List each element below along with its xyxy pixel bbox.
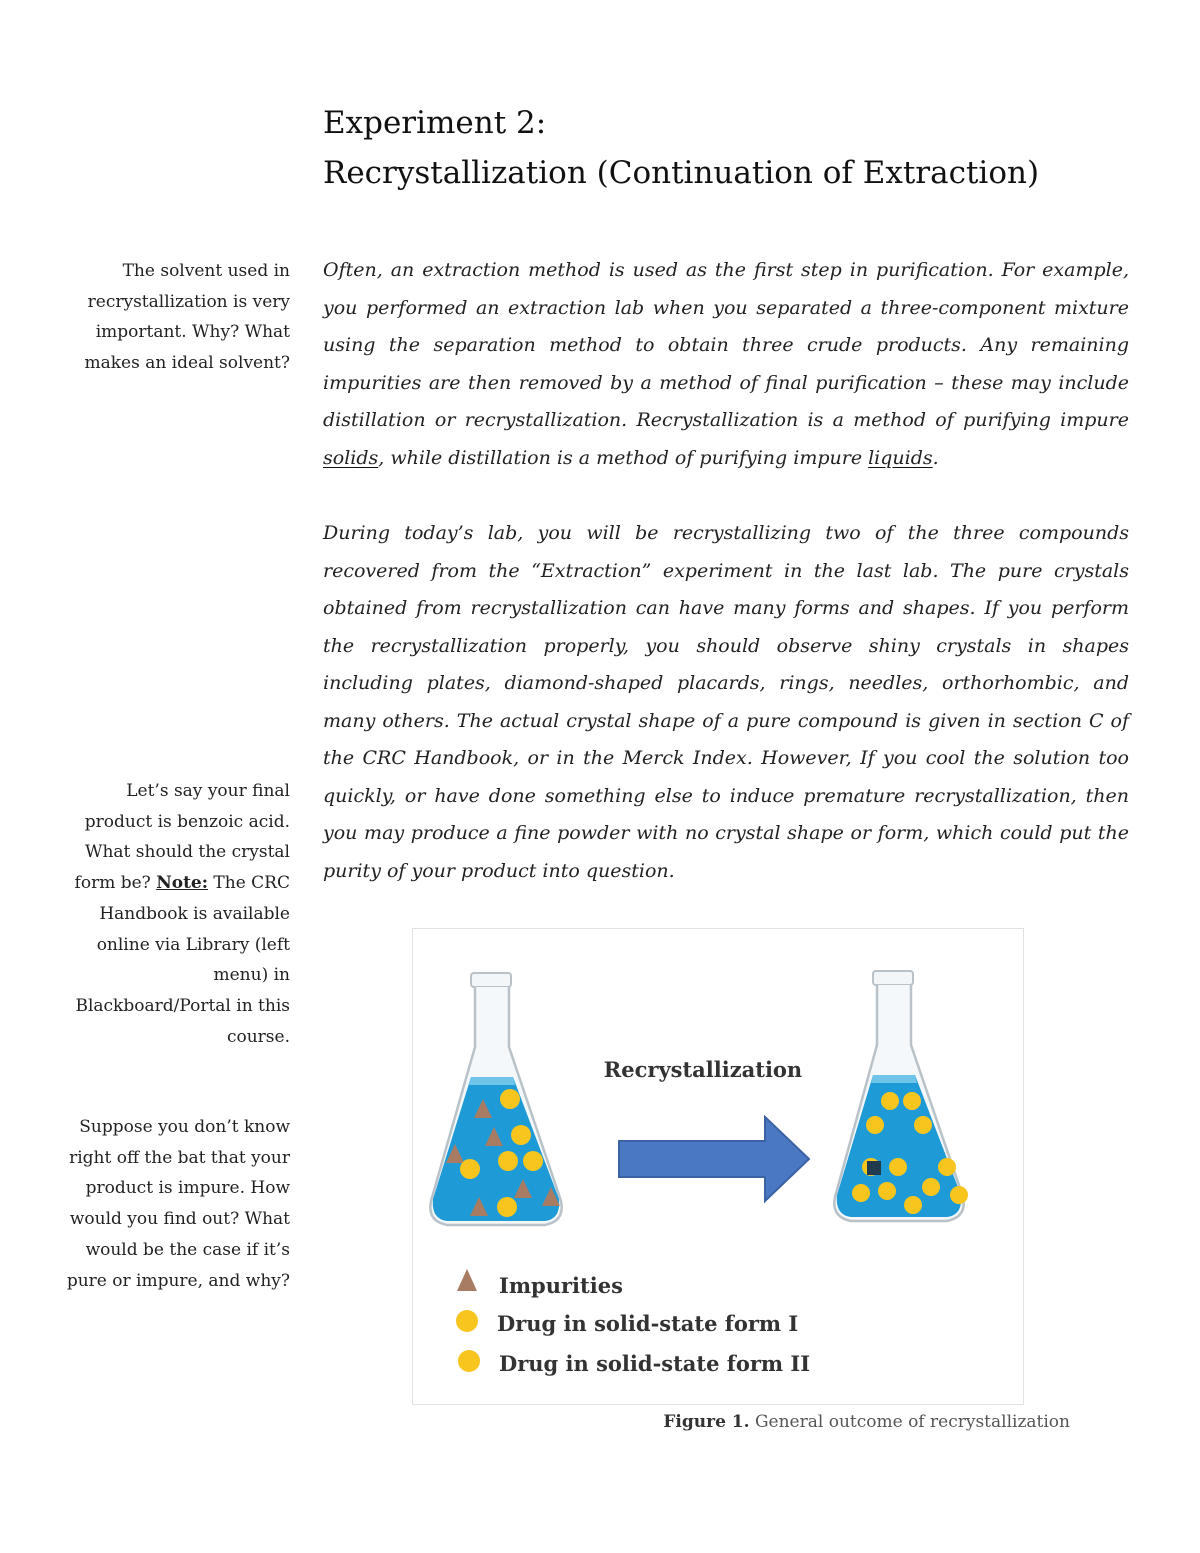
impurity-legend-icon [457,1269,477,1291]
paragraph-recrystallization: During today’s lab, you will be recrystallizing two of the three compounds recovered from the “Extraction” experiment in the last lab. The pure crystals obtained from recrystallization can have many forms and shapes. If you perform the recrystallization properly, you should observe shiny crystals in shapes including plates, diamond-shaped placards, rings, needles, orthorhombic, and many others. The actual crystal shape of a pure compound is given in section C of the CRC Handbook, or in the Merck Index. However, If you cool the solution too quickly, or have done something else to induce premature recrystallization, then you may produce a fine powder with no crystal shape or form, which could put the purity of your product into question. [323,522,1129,882]
note-label: Note: [156,873,209,894]
sidenote-crc-text: The CRC Handbook is available online via Library (left menu) in Blackboard/Portal in this course. [75,873,290,1047]
legend-impurities: Impurities [499,1273,623,1298]
paragraph-extraction-mid: , while distillation is a method of purifying impure [378,446,869,469]
title-line-2: Recrystallization (Continuation of Extraction) [323,155,1040,191]
figure-caption [600,1412,1070,1432]
sidenote-solvent-text: The solvent used in recrystallization is very important. Why? What makes an ideal solvent? [84,261,290,374]
right-arrow-icon [619,1117,809,1201]
legend-drug-form-1: Drug in solid-state form I [497,1311,799,1336]
liquids-term: liquids [868,446,933,469]
drug-form-2-legend-icon [458,1350,480,1372]
sidenote-solvent [62,256,290,379]
flask-after [834,971,963,1221]
recrystallization-figure [412,928,1024,1405]
arrow-label: Recrystallization [603,1057,803,1082]
drug-form-1-legend-icon [456,1310,478,1332]
figure-caption-text: General outcome of recrystallization [754,1412,1070,1432]
sidenote-impurity-check [62,1112,290,1296]
legend [456,1269,810,1376]
solids-term: solids [323,446,379,469]
residue-particle [867,1161,881,1175]
sidenote-benzoic-text: Let’s say your final product is benzoic acid. What should the crystal form be? [74,781,290,894]
sidenote-benzoic-acid [62,776,290,1052]
paragraph-extraction [323,252,1129,477]
paragraph-extraction-text: Often, an extraction method is used as the first step in purification. For example, you performed an extraction lab when you separated a three-component mixture using the separation method to obtain three crude products. Any remaining impurities are then removed by a method of final purification – these may include distillation or recrystallization. Recrystallization is a method of purifying impure [323,259,1129,431]
title-line-1: Experiment 2: [323,105,547,141]
flask-before [430,973,561,1225]
legend-drug-form-2: Drug in solid-state form II [499,1351,811,1376]
paragraph-extraction-end: . [932,446,939,469]
figure-illustration [413,929,1023,1404]
page-title [323,98,1143,198]
sidenote-impurity-text: Suppose you don’t know right off the bat that your product is impure. How would you find out? What would be the case if it’s pure or impure, and why? [66,1117,290,1291]
figure-caption-label: Figure 1. [663,1412,750,1432]
